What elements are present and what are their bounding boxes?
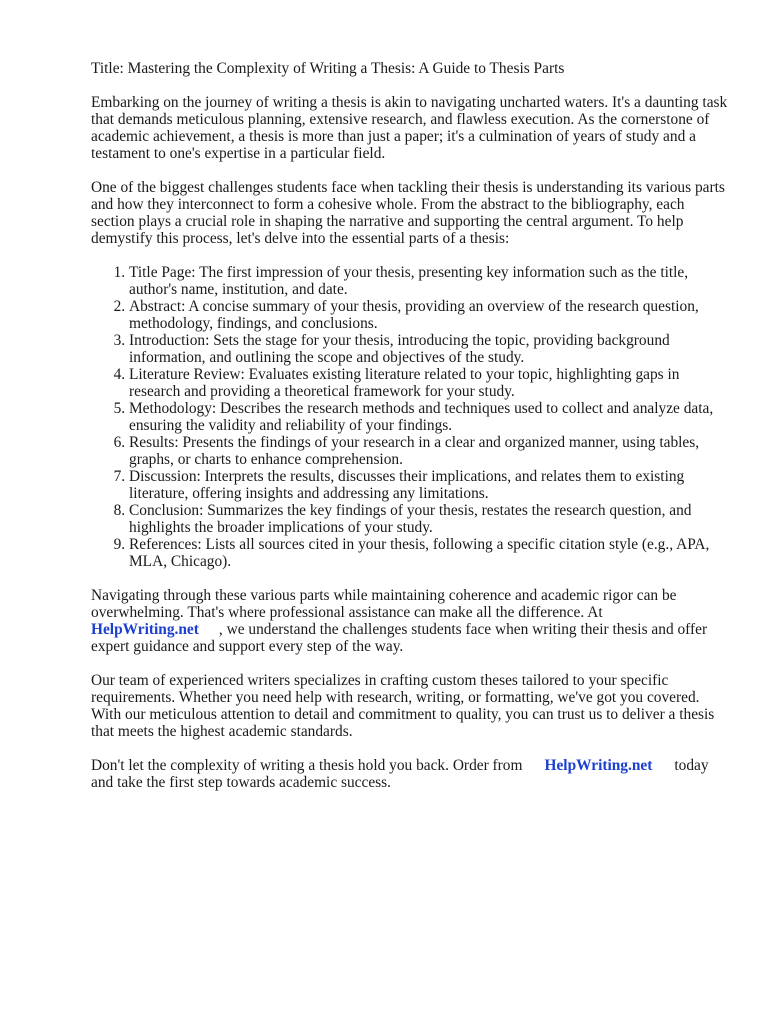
list-item: 8. Conclusion: Summarizes the key findings of your thesis, restates the research question, and highlights the broader implications of your study. <box>129 502 728 536</box>
helpwriting-link[interactable]: HelpWriting.net <box>91 621 199 638</box>
intro-paragraph: Embarking on the journey of writing a thesis is akin to navigating uncharted waters. It's a daunting task that demands meticulous planning, extensive research, and flawless execution. As the cornerstone of academic achievement, a thesis is more than just a paper; it's a culmination of years of study and a testament to one's expertise in a particular field. <box>91 94 728 162</box>
challenges-paragraph: One of the biggest challenges students face when tackling their thesis is understanding its various parts and how they interconnect to form a cohesive whole. From the abstract to the bibliography, each section plays a crucial role in shaping the narrative and supporting the central argument. To help demystify this process, let's delve into the essential parts of a thesis: <box>91 179 725 247</box>
helpwriting-link[interactable]: HelpWriting.net <box>544 757 653 774</box>
list-item: 4. Literature Review: Evaluates existing literature related to your topic, highlighting gaps in research and providing a theoretical framework for your study. <box>129 366 728 400</box>
assistance-text-after: , we understand the challenges students face when writing their thesis and offer expert guidance and support every step of the way. <box>91 621 708 655</box>
list-item: 5. Methodology: Describes the research methods and techniques used to collect and analyze data, ensuring the validity and reliability of your findings. <box>129 400 728 434</box>
thesis-parts-list <box>91 264 728 570</box>
closing-paragraph <box>91 757 728 791</box>
list-item: 6. Results: Presents the findings of your research in a clear and organized manner, using tables, graphs, or charts to enhance comprehension. <box>129 434 728 468</box>
list-item: 2. Abstract: A concise summary of your thesis, providing an overview of the research question, methodology, findings, and conclusions. <box>129 298 728 332</box>
team-paragraph: Our team of experienced writers specializes in crafting custom theses tailored to your specific requirements. Whether you need help with research, writing, or formatting, we've got you covered. With our meticulous attention to detail and commitment to quality, you can trust us to deliver a thesis that meets the highest academic standards. <box>91 672 715 740</box>
assistance-paragraph <box>91 587 728 655</box>
closing-text-after: today and take the first step towards academic success. <box>91 757 709 791</box>
list-item: 7. Discussion: Interprets the results, discusses their implications, and relates them to existing literature, offering insights and addressing any limitations. <box>129 468 728 502</box>
list-item: 1. Title Page: The first impression of your thesis, presenting key information such as the title, author's name, institution, and date. <box>129 264 728 298</box>
list-item: 3. Introduction: Sets the stage for your thesis, introducing the topic, providing background information, and outlining the scope and objectives of the study. <box>129 332 728 366</box>
closing-text-before: Don't let the complexity of writing a thesis hold you back. Order from <box>91 757 523 774</box>
document-title: Title: Mastering the Complexity of Writing a Thesis: A Guide to Thesis Parts <box>91 60 565 77</box>
assistance-text-before: Navigating through these various parts while maintaining coherence and academic rigor can be overwhelming. That's where professional assistance can make all the difference. At <box>91 587 677 621</box>
list-item: 9. References: Lists all sources cited in your thesis, following a specific citation style (e.g., APA, MLA, Chicago). <box>129 536 728 570</box>
